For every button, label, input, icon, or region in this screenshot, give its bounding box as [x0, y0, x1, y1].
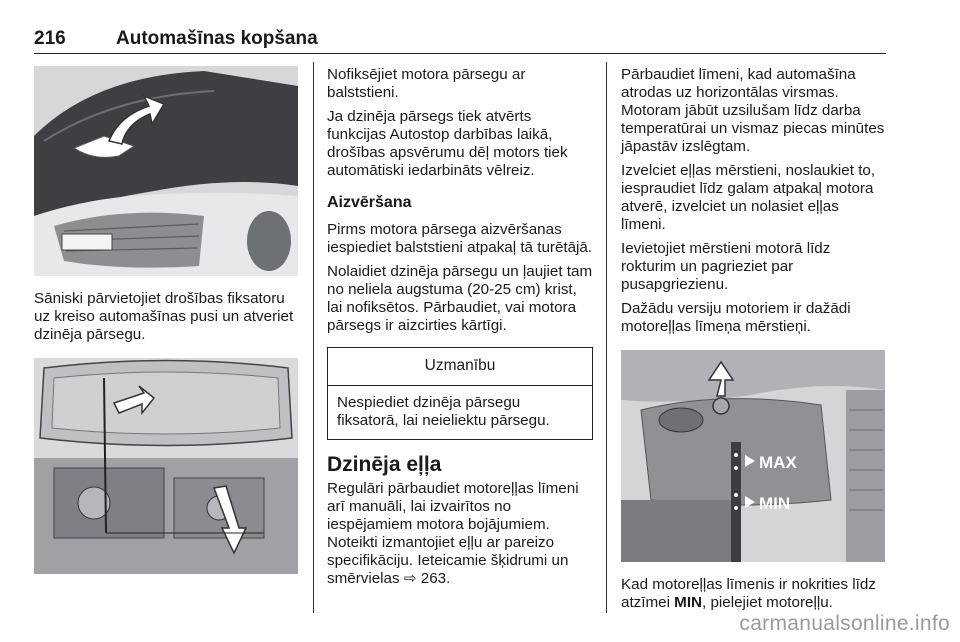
- paragraph: Dažādu versiju motoriem ir dažādi motoreļļas līmeņa mērstieņi.: [621, 300, 851, 335]
- hood-release-illustration: [34, 66, 298, 276]
- paragraph: Nofiksējiet motora pārsegu ar balststieni.: [327, 66, 526, 101]
- paragraph: Pārbaudiet līmeni, kad automašīna atrodas uz horizontālas virsmas. Motoram jābūt uzsilušam līdz darba temperatūrai un vismaz piecas minūtes jāpastāv izslēgtam.: [621, 66, 885, 155]
- caution-text: Nespiediet dzinēja pārsegu fiksatorā, lai neieliektu pārsegu.: [337, 394, 550, 429]
- paragraph: Izvelciet eļļas mērstieni, noslaukiet to, iespraudiet līdz galam atpakaļ motora atverē, izvelciet un nolasiet eļļas līmeni.: [621, 162, 876, 233]
- watermark: carmanualsonline.info: [739, 612, 950, 635]
- chapter-title: Automašīnas kopšana: [116, 28, 318, 49]
- column-divider: [606, 62, 607, 613]
- column-middle: [327, 66, 593, 594]
- dipstick-illustration: [621, 350, 885, 562]
- column-left: [34, 66, 298, 574]
- open-hood-illustration: [34, 358, 298, 574]
- dipstick-max-label: MAX: [759, 453, 797, 472]
- column-divider: [313, 62, 314, 613]
- paragraph: Nolaidiet dzinēja pārsegu un ļaujiet tam no neliela augstuma (20-25 cm) krist, lai nofiksētos. Pārbaudiet, vai motora pārsegs ir aizcirties kārtīgi.: [327, 263, 593, 334]
- paragraph: Ja dzinēja pārsegs tiek atvērts funkcijas Autostop darbības laikā, drošības apsvērumu dēļ motors tiek automātiski iedarbināts vēlreiz.: [327, 108, 568, 179]
- section-heading-engine-oil: Dzinēja eļļa: [327, 453, 442, 476]
- dipstick-min-label: MIN: [759, 494, 791, 513]
- page-number: 216: [34, 28, 66, 49]
- min-mark-label: MIN: [674, 594, 703, 611]
- page-header: [34, 28, 886, 54]
- caution-box: [327, 347, 593, 440]
- column-right: [621, 66, 887, 618]
- page-reference[interactable]: 263.: [416, 570, 451, 587]
- caution-title: Uzmanību: [328, 348, 592, 386]
- paragraph-oil-check: Regulāri pārbaudiet motoreļļas līmeni arī manuāli, lai izvairītos no iespējamiem motora bojājumiem. Noteikti izmantojiet eļļu ar pareizo specifikāciju. Ieteicamie šķidrumi un smērvielas ⇨ 263.: [327, 480, 579, 587]
- paragraph-min-refill: Kad motoreļļas līmenis ir nokrities līdz atzīmei MIN, pielejiet motoreļļu.: [621, 576, 876, 611]
- paragraph: Ievietojiet mērstieni motorā līdz rokturim un pagrieziet par pusapgriezienu.: [621, 240, 831, 293]
- caption-hood-release: Sāniski pārvietojiet drošības fiksatoru uz kreiso automašīnas pusi un atveriet dzinēja pārsegu.: [34, 290, 294, 343]
- page-reference-arrow-icon[interactable]: ⇨: [403, 570, 417, 587]
- paragraph: Pirms motora pārsega aizvēršanas iespiediet balststieni atpakaļ tā turētājā.: [327, 221, 593, 256]
- section-heading-closing: Aizvēršana: [327, 194, 412, 211]
